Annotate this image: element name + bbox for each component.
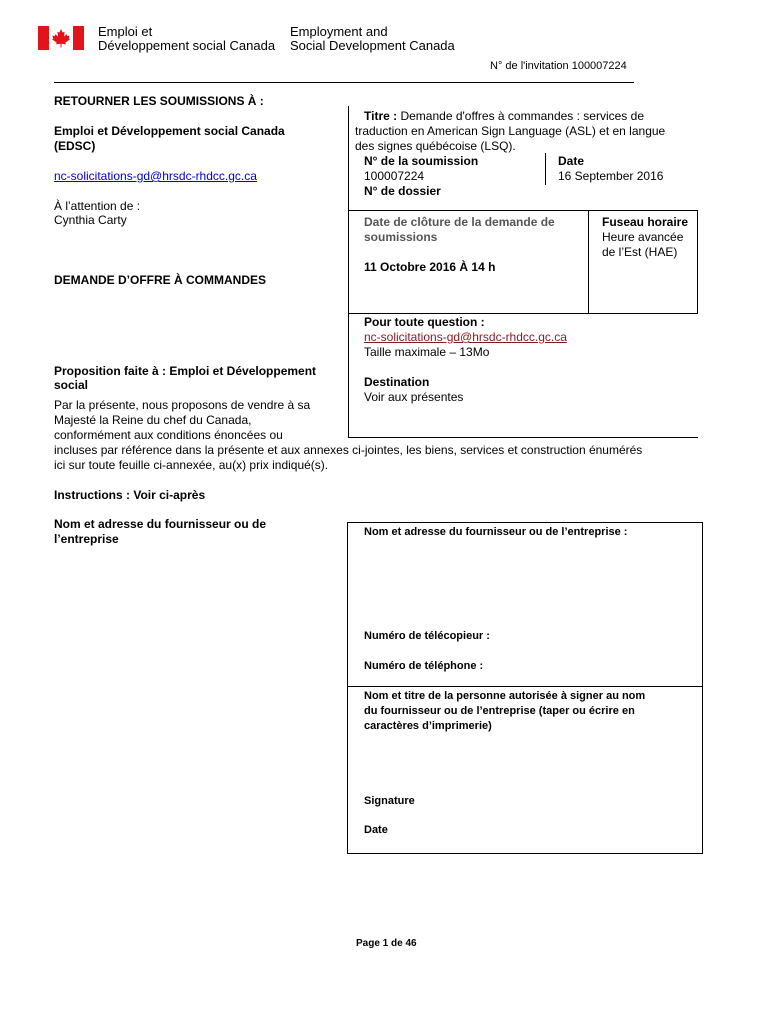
signature-label: Signature: [364, 795, 415, 807]
title-value-line3: des signes québécoise (LSQ).: [355, 139, 516, 153]
title-line1: [364, 109, 644, 124]
supplier-date-label: Date: [364, 824, 388, 836]
info-box-timezone-divider: [588, 210, 589, 314]
org-name-line1: Emploi et Développement social Canada: [54, 124, 285, 138]
invitation-number: N° de l'invitation 100007224: [490, 60, 627, 72]
proposal-heading-line2: social: [54, 378, 89, 392]
header-en-line2: Social Development Canada: [290, 38, 455, 53]
date-value: 16 September 2016: [558, 169, 664, 183]
title-value-line1: Demande d'offres à commandes : services de: [400, 109, 644, 123]
title-label: Titre :: [364, 109, 398, 123]
return-heading: RETOURNER LES SOUMISSIONS À :: [54, 94, 264, 108]
return-email-link[interactable]: nc-solicitations-gd@hrsdc-rhdcc.gc.ca: [54, 169, 257, 183]
info-box-bottom-border: [348, 437, 698, 438]
supplier-heading-line1: Nom et adresse du fournisseur ou de: [54, 517, 267, 531]
closing-label-line1: Date de clôture de la demande de: [364, 215, 555, 229]
submission-no-value: 100007224: [364, 169, 425, 183]
fax-label: Numéro de télécopieur :: [364, 630, 490, 642]
destination-value: Voir aux présentes: [364, 390, 464, 404]
instructions: Instructions : Voir ci-après: [54, 488, 206, 502]
title-value-line2: traduction en American Sign Language (ASL) et en langue: [355, 124, 666, 138]
timezone-label: Fuseau horaire: [602, 215, 689, 229]
info-box-right-border-upper: [697, 210, 698, 314]
destination-label: Destination: [364, 375, 430, 389]
proposal-text-line3: conformément aux conditions énoncées ou: [54, 428, 283, 442]
proposal-text-line2: Majesté la Reine du chef du Canada,: [54, 413, 252, 427]
header-fr-line2: Développement social Canada: [98, 38, 276, 53]
org-name-line2: (EDSC): [54, 139, 96, 153]
question-email-link[interactable]: nc-solicitations-gd@hrsdc-rhdcc.gc.ca: [364, 330, 567, 344]
header-en-line1: Employment and: [290, 24, 388, 39]
date-label: Date: [558, 154, 585, 168]
max-size: Taille maximale – 13Mo: [364, 345, 490, 359]
signer-label-line2: du fournisseur ou de l’entreprise (taper ou écrire en: [364, 705, 635, 717]
submission-no-label: N° de la soumission: [364, 154, 479, 168]
info-box-date-divider: [545, 153, 546, 185]
request-type: DEMANDE D’OFFRE À COMMANDES: [54, 273, 266, 287]
info-box-left-border: [348, 106, 349, 438]
canada-flag-logo: [38, 26, 84, 50]
supplier-heading-line2: l’entreprise: [54, 532, 119, 546]
page-number: Page 1 de 46: [356, 938, 417, 949]
header-fr-line1: Emploi et: [98, 24, 153, 39]
closing-value: 11 Octobre 2016 À 14 h: [364, 260, 496, 274]
supplier-box-divider: [347, 686, 703, 687]
timezone-value-line2: de l’Est (HAE): [602, 245, 678, 259]
supplier-name-address-label: Nom et adresse du fournisseur ou de l’entreprise :: [364, 526, 628, 538]
proposal-text-line1: Par la présente, nous proposons de vendre à sa: [54, 398, 311, 412]
proposal-heading-line1: Proposition faite à : Emploi et Développement: [54, 364, 317, 378]
question-label: Pour toute question :: [364, 315, 485, 329]
attention-label: À l’attention de :: [54, 199, 141, 213]
phone-label: Numéro de téléphone :: [364, 660, 484, 672]
closing-label-line2: soumissions: [364, 230, 438, 244]
timezone-value-line1: Heure avancée: [602, 230, 684, 244]
proposal-text-line5: ici sur toute feuille ci-annexée, au(x) prix indiqué(s).: [54, 458, 329, 472]
attention-name: Cynthia Carty: [54, 213, 127, 227]
header-divider: [54, 82, 634, 83]
signer-label-line3: caractères d’imprimerie): [364, 720, 492, 732]
signer-label-line1: Nom et titre de la personne autorisée à signer au nom: [364, 690, 646, 702]
info-box-divider-closing: [348, 210, 698, 211]
info-box-divider-question: [348, 313, 698, 314]
proposal-text-line4: incluses par référence dans la présente et aux annexes ci-jointes, les biens, services et construction énumérés: [54, 443, 643, 457]
file-no-label: N° de dossier: [364, 184, 441, 198]
